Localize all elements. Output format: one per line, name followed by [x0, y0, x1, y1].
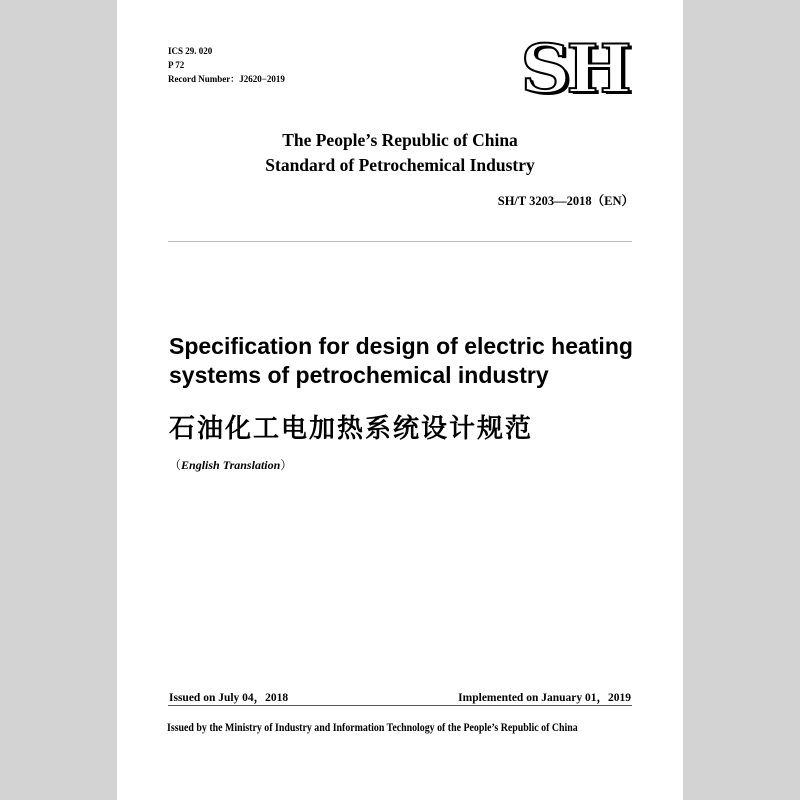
paren-open: （ [169, 458, 182, 472]
issued-date: Issued on July 04，2018 [169, 692, 289, 704]
translation-note [169, 456, 292, 473]
org-line-1: The People’s Republic of China [282, 130, 518, 150]
bottom-divider [168, 705, 632, 706]
title-chinese: 石油化工电加热系统设计规范 [169, 414, 534, 444]
p-code: P 72 [168, 60, 185, 70]
top-divider [168, 241, 632, 242]
issuing-authority: Issued by the Ministry of Industry and Information Technology of the People’s Republic of China [167, 722, 578, 734]
title-english [169, 332, 633, 390]
implemented-date: Implemented on January 01，2019 [458, 692, 631, 704]
title-en-line-1: Specification for design of electric heating [169, 333, 633, 359]
document-page [117, 0, 683, 800]
translation-text: English Translation [181, 458, 281, 472]
organization-heading [117, 128, 683, 178]
record-number: Record Number：J2620−2019 [168, 74, 285, 84]
sh-logo: SH [520, 30, 628, 108]
paren-close: ） [280, 458, 293, 472]
classification-block [168, 44, 285, 86]
standard-code: SH/T 3203—2018（EN） [497, 194, 634, 208]
org-line-2: Standard of Petrochemical Industry [265, 155, 535, 175]
title-en-line-2: systems of petrochemical industry [169, 362, 549, 388]
ics-code: ICS 29. 020 [168, 46, 213, 56]
